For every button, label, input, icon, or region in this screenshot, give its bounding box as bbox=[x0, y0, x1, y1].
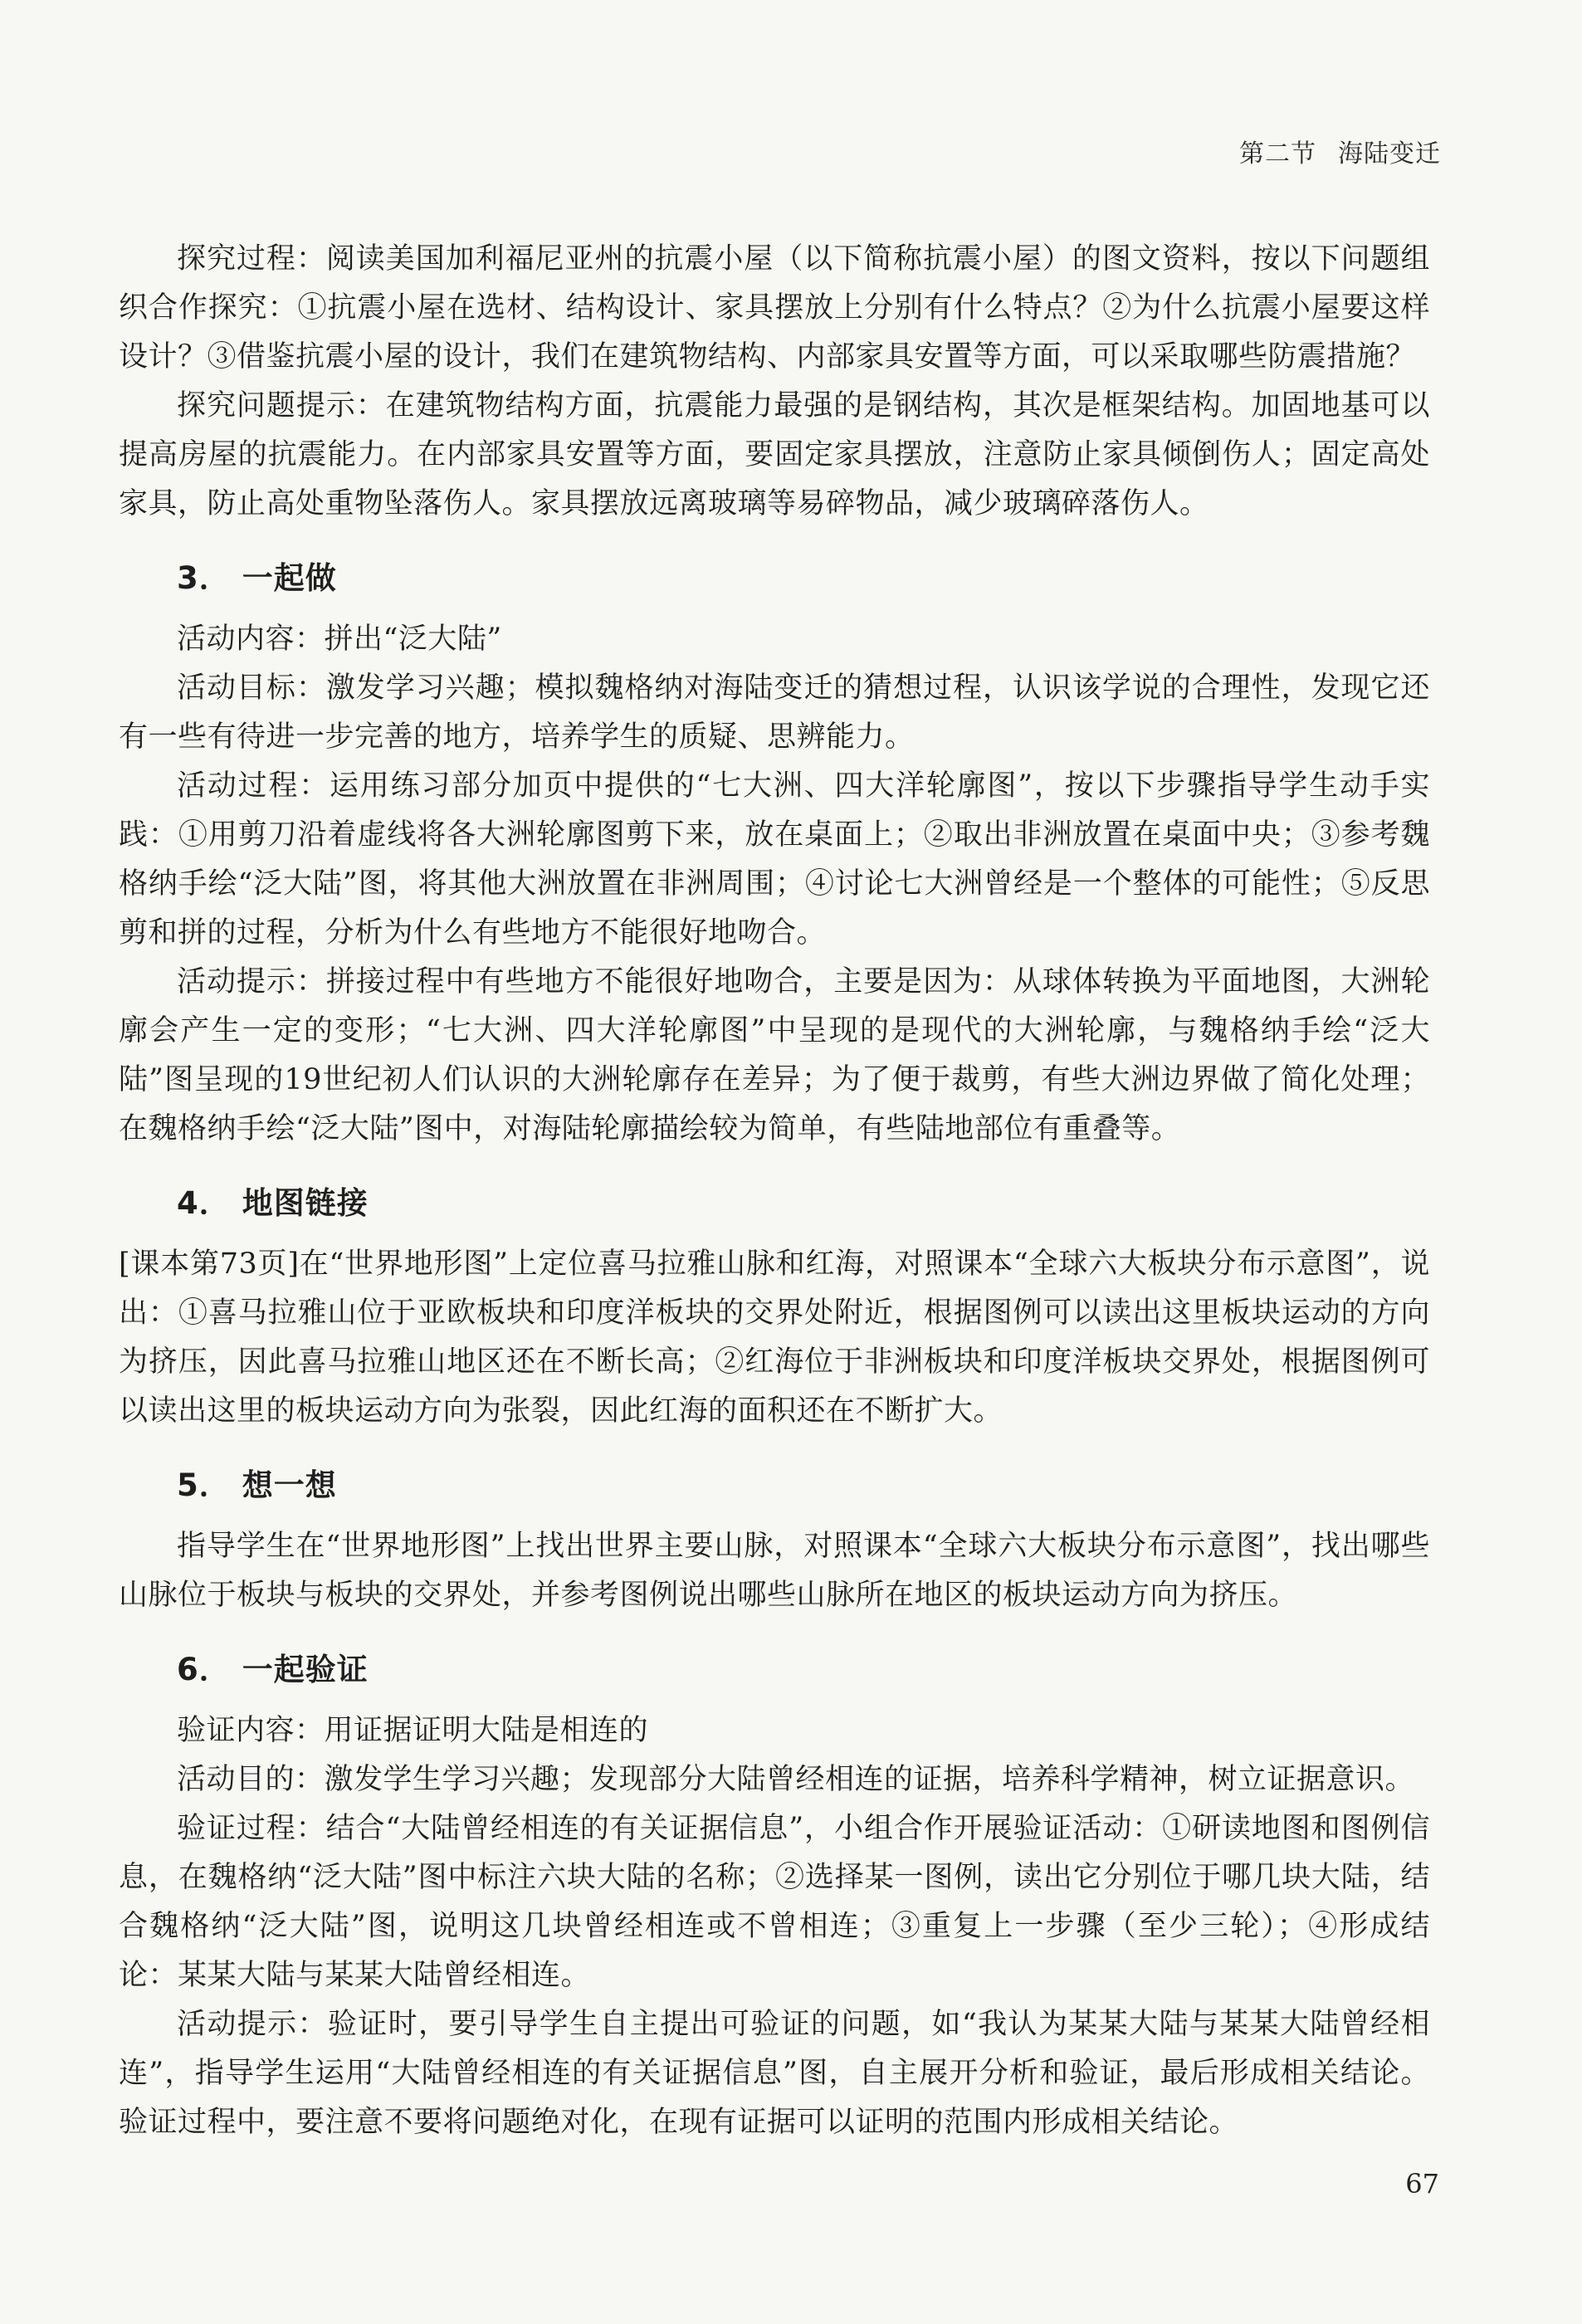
section-3 bbox=[119, 555, 1430, 1154]
section-5 bbox=[119, 1462, 1430, 1620]
paragraph: 活动内容：拼出“泛大陆” bbox=[177, 622, 502, 656]
paragraph: 活动过程：运用练习部分加页中提供的“七大洲、四大洋轮廓图”，按以下步骤指导学生动手实践：①用剪刀沿着虚线将各大洲轮廓图剪下来，放在桌面上；②取出非洲放置在桌面中央；③参考魏格纳手绘“泛大陆”图，将其他大洲放置在非洲周围；④讨论七大洲曾经是一个整体的可能性；⑤反思剪和拼的过程，分析为什么有些地方不能很好地吻合。 bbox=[119, 769, 1430, 950]
section-heading bbox=[177, 1462, 1430, 1509]
page-content bbox=[119, 235, 1430, 2147]
section-heading bbox=[177, 1647, 1430, 1693]
paragraph: 活动提示：验证时，要引导学生自主提出可验证的问题，如“我认为某某大陆与某某大陆曾经相连”，指导学生运用“大陆曾经相连的有关证据信息”图，自主展开分析和验证，最后形成相关结论。验证过程中，要注意不要将问题绝对化，在现有证据可以证明的范围内形成相关结论。 bbox=[119, 2008, 1430, 2139]
section-number: 6． bbox=[177, 1652, 231, 1687]
section-title: 想一想 bbox=[242, 1467, 337, 1503]
section-title: 地图链接 bbox=[242, 1185, 369, 1221]
paragraph: 验证内容：用证据证明大陆是相连的 bbox=[177, 1714, 649, 1747]
section-number: 4． bbox=[177, 1185, 231, 1221]
running-header bbox=[1239, 133, 1441, 169]
page-number: 67 bbox=[1405, 2168, 1439, 2200]
paragraph: [课本第73页]在“世界地形图”上定位喜马拉雅山脉和红海，对照课本“全球六大板块分布示意图”，说出：①喜马拉雅山位于亚欧板块和印度洋板块的交界处附近，根据图例可以读出这里板块运动的方向为挤压，因此喜马拉雅山地区还在不断长高；②红海位于非洲板块和印度洋板块交界处，根据图例可以读出这里的板块运动方向为张裂，因此红海的面积还在不断扩大。 bbox=[119, 1247, 1430, 1428]
paragraph: 验证过程：结合“大陆曾经相连的有关证据信息”，小组合作开展验证活动：①研读地图和图例信息，在魏格纳“泛大陆”图中标注六块大陆的名称；②选择某一图例，读出它分别位于哪几块大陆，结合魏格纳“泛大陆”图，说明这几块曾经相连或不曾相连；③重复上一步骤（至少三轮）；④形成结论：某某大陆与某某大陆曾经相连。 bbox=[119, 1812, 1430, 1992]
section-4 bbox=[119, 1180, 1430, 1436]
section-title: 一起验证 bbox=[242, 1652, 369, 1687]
section-number: 3． bbox=[177, 560, 231, 596]
paragraph: 活动提示：拼接过程中有些地方不能很好地吻合，主要是因为：从球体转换为平面地图，大洲轮廓会产生一定的变形；“七大洲、四大洋轮廓图”中呈现的是现代的大洲轮廓，与魏格纳手绘“泛大陆”图呈现的19世纪初人们认识的大洲轮廓存在差异；为了便于裁剪，有些大洲边界做了简化处理；在魏格纳手绘“泛大陆”图中，对海陆轮廓描绘较为简单，有些陆地部位有重叠等。 bbox=[119, 965, 1430, 1145]
section-number: 5． bbox=[177, 1467, 231, 1503]
paragraph: 指导学生在“世界地形图”上找出世界主要山脉，对照课本“全球六大板块分布示意图”，找出哪些山脉位于板块与板块的交界处，并参考图例说出哪些山脉所在地区的板块运动方向为挤压。 bbox=[119, 1530, 1430, 1612]
paragraph: 探究问题提示：在建筑物结构方面，抗震能力最强的是钢结构，其次是框架结构。加固地基可以提高房屋的抗震能力。在内部家具安置等方面，要固定家具摆放，注意防止家具倾倒伤人；固定高处家具，防止高处重物坠落伤人。家具摆放远离玻璃等易碎物品，减少玻璃碎落伤人。 bbox=[119, 389, 1430, 520]
paragraph: 活动目标：激发学习兴趣；模拟魏格纳对海陆变迁的猜想过程，认识该学说的合理性，发现它还有一些有待进一步完善的地方，培养学生的质疑、思辨能力。 bbox=[119, 671, 1430, 754]
paragraph: 活动目的：激发学生学习兴趣；发现部分大陆曾经相连的证据，培养科学精神，树立证据意识。 bbox=[177, 1763, 1415, 1796]
section-title: 一起做 bbox=[242, 560, 337, 596]
block-intro bbox=[119, 235, 1430, 529]
header-title: 海陆变迁 bbox=[1338, 139, 1441, 168]
section-6 bbox=[119, 1647, 1430, 2147]
section-heading bbox=[177, 555, 1430, 602]
paragraph: 探究过程：阅读美国加利福尼亚州的抗震小屋（以下简称抗震小屋）的图文资料，按以下问题组织合作探究：①抗震小屋在选材、结构设计、家具摆放上分别有什么特点？②为什么抗震小屋要这样设计？③借鉴抗震小屋的设计，我们在建筑物结构、内部家具安置等方面，可以采取哪些防震措施？ bbox=[119, 242, 1430, 374]
header-section: 第二节 bbox=[1239, 139, 1316, 168]
section-heading bbox=[177, 1180, 1430, 1227]
